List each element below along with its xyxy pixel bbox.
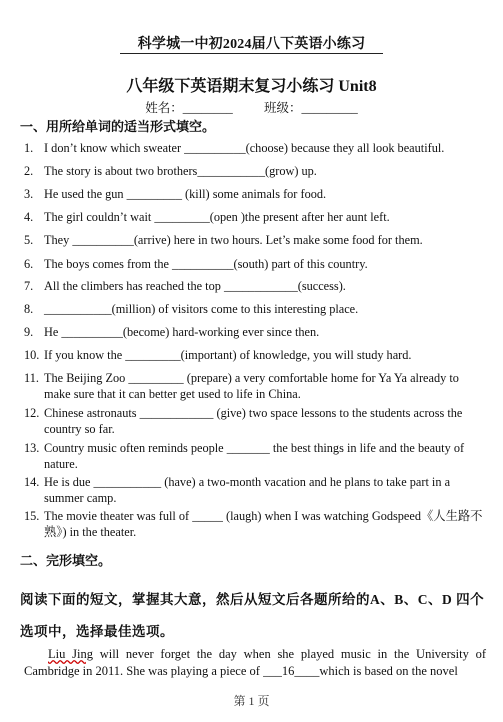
question-text: Country music often reminds people _______ the best things in life and the beauty of nature. [44,441,465,471]
question-number: 13. [24,441,40,455]
question-1 [24,140,486,156]
section2-title: 二、完形填空。 [20,553,112,568]
question-text: He used the gun _________ (kill) some animals for food. [44,187,327,201]
passage-name: Liu Jing [48,647,93,661]
question-text: The girl couldn’t wait _________(open )the present after her aunt left. [44,210,390,224]
title-underline [120,53,383,54]
question-2 [24,163,486,179]
question-number: 14. [24,475,40,489]
class-field[interactable]: 班级：_________ [263,101,358,115]
question-number: 5. [24,233,34,247]
question-text: All the climbers has reached the top ____________(success). [44,279,346,293]
question-text: I don’t know which sweater __________(choose) because they all look beautiful. [44,141,445,155]
question-number: 3. [24,187,34,201]
question-text: The Beijing Zoo _________ (prepare) a very comfortable home for Ya Ya already to make sure that it can better get used to life in China. [44,371,459,401]
name-field[interactable]: 姓名：________ [145,101,233,115]
question-text: The movie theater was full of _____ (laugh) when I was watching Godspeed《人生路不熟》) in the theater. [44,509,483,539]
unit-title: 八年级下英语期末复习小练习 Unit8 [126,78,377,95]
question-13 [24,440,486,472]
question-7 [24,278,486,294]
question-5 [24,232,486,248]
question-text: Chinese astronauts ____________ (give) two space lessons to the students across the country so far. [44,406,463,436]
question-number: 12. [24,406,40,420]
cloze-instruction: 阅读下面的短文，掌握其大意，然后从短文后各题所给的A、B、C、D 四个选项中，选择最佳选项。 [20,592,485,639]
question-number: 7. [24,279,34,293]
page-number: 第 1 页 [233,694,270,708]
question-text: He __________(become) hard-working ever since then. [44,325,320,339]
question-3 [24,186,486,202]
question-number: 9. [24,325,34,339]
passage-text: will never forget the day when she played music in the University of Cambridge in 2011. She was playing a piece of ___16____which is based on the novel [24,647,486,678]
question-number: 1. [24,141,34,155]
question-8 [24,301,486,317]
question-number: 2. [24,164,34,178]
school-title: 科学城一中初2024届八下英语小练习 [137,37,366,52]
question-text: He is due ___________ (have) a two-month vacation and he plans to take part in a summer camp. [44,475,451,505]
question-12 [24,405,486,437]
question-number: 11. [24,371,39,385]
question-10 [24,347,486,363]
question-text: If you know the _________(important) of knowledge, you will study hard. [44,348,412,362]
question-6 [24,256,486,272]
question-number: 10. [24,348,40,362]
question-text: The boys comes from the __________(south) part of this country. [44,257,368,271]
question-number: 8. [24,302,34,316]
student-info-row [0,98,503,116]
question-text: They __________(arrive) here in two hours. Let’s make some food for them. [44,233,423,247]
question-number: 15. [24,509,40,523]
question-9 [24,324,486,340]
question-text: ___________(million) of visitors come to this interesting place. [44,302,359,316]
question-4 [24,209,486,225]
question-15 [24,508,486,540]
question-text: The story is about two brothers___________(grow) up. [44,164,317,178]
question-11 [24,370,486,402]
cloze-passage [24,646,486,680]
question-14 [24,474,486,506]
section1-title: 一、用所给单词的适当形式填空。 [20,119,216,134]
question-number: 4. [24,210,34,224]
question-number: 6. [24,257,34,271]
